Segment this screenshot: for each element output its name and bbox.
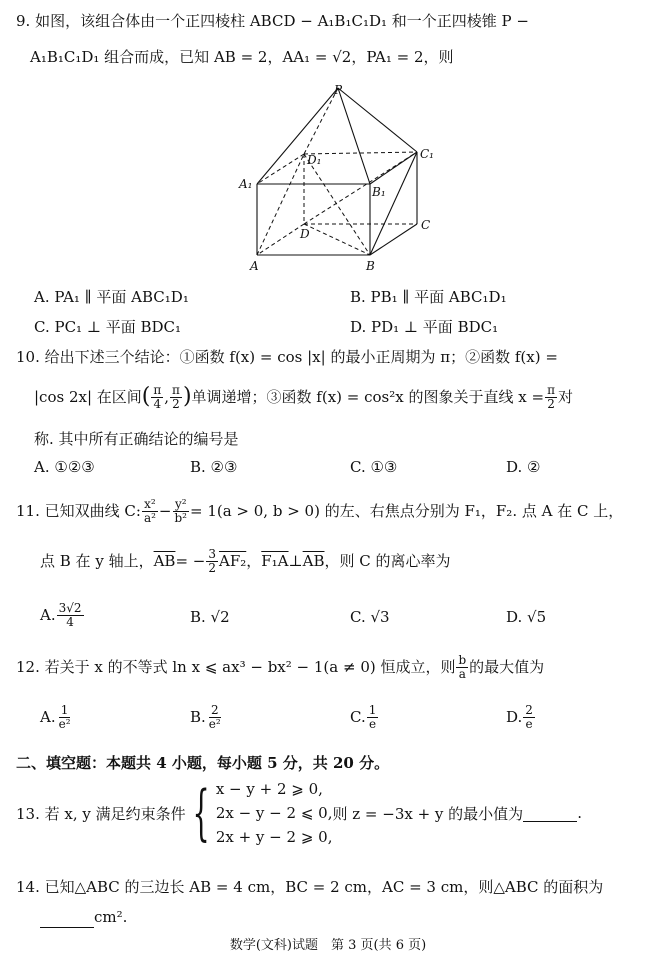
q10-option-c[interactable]: C. ①③ (350, 458, 398, 476)
q13-end: . (577, 804, 582, 822)
q10-line2 (34, 384, 573, 410)
q10-line2-a: |cos 2x| 在区间 (34, 388, 142, 407)
label-A1: A₁ (239, 177, 253, 191)
q13-brace: { (192, 778, 210, 848)
q9-option-d[interactable]: D. PD₁ ⊥ 平面 BDC₁ (350, 318, 499, 336)
q11-option-d[interactable]: D. √5 (506, 608, 547, 626)
q12-option-c[interactable] (350, 704, 379, 730)
q12-line1-a: 12. 若关于 x 的不等式 ln x ⩽ ax³ − bx² − 1(a ≠ 0) 恒成立，则 (16, 658, 456, 677)
q9-figure (230, 82, 450, 274)
edge-PC1 (338, 88, 417, 152)
q11-option-a[interactable] (40, 602, 85, 628)
q11-line1-b: = 1(a > 0, b > 0) 的左、右焦点分别为 F₁，F₂. 点 A 在 C 上， (189, 502, 624, 521)
label-B: B (366, 259, 375, 273)
q12-option-c-frac: $\frac{1}{e}$ (368, 703, 377, 731)
q11-minus: − (158, 502, 172, 521)
q9-option-a[interactable]: A. PA₁ ∥ 平面 ABC₁D₁ (34, 288, 189, 306)
q10-interval-open: ( (141, 384, 151, 410)
edge-PD1 (304, 88, 338, 154)
q12-option-a[interactable] (40, 704, 74, 730)
q9-line1: 9. 如图，该组合体由一个正四棱柱 ABCD − A₁B₁C₁D₁ 和一个正四棱锥 P − (16, 12, 529, 30)
q13-suffix: 则 z = −3x + y 的最小值为 (332, 804, 524, 823)
q10-option-d[interactable]: D. ② (506, 458, 541, 476)
q10-line2-b: 单调递增；③函数 f(x) = cos²x 的图象关于直线 x = (191, 388, 545, 407)
q11-frac-3-2: $\frac{3}{2}$ (208, 547, 216, 575)
q11-line2-c: ， (246, 552, 262, 571)
q9-option-b[interactable]: B. PB₁ ∥ 平面 ABC₁D₁ (350, 288, 507, 306)
q11-perp: ⊥ (288, 552, 303, 571)
q12-option-b-prefix: B. (190, 708, 206, 727)
edge-DB (304, 224, 370, 255)
q11-option-b[interactable]: B. √2 (190, 608, 230, 626)
q11-option-a-prefix: A. (40, 606, 56, 625)
label-D: D (300, 227, 310, 241)
q10-interval-close: ) (182, 384, 192, 410)
q12-option-d-frac: $\frac{2}{e}$ (525, 703, 533, 731)
q12-option-b-frac: $\frac{2}{\text{e²}}$ (208, 703, 221, 731)
q13-prefix: 13. 若 x, y 满足约束条件 (16, 804, 186, 823)
q12-frac-b-a: $\frac{b}{a}$ (458, 653, 467, 681)
q11-vec-ab-2: $\overline{AB}$ (302, 552, 325, 571)
q10-option-a[interactable]: A. ①②③ (34, 458, 95, 476)
q11-option-a-frac: $\frac{3√2}{4}$ (58, 601, 82, 629)
q12-option-d[interactable] (506, 704, 536, 730)
label-C1: C₁ (420, 147, 434, 161)
q14-line1: 14. 已知△ABC 的三边长 AB = 4 cm，BC = 2 cm，AC = 3 cm，则△ABC 的面积为 (16, 878, 604, 896)
q13-line (16, 780, 582, 846)
q10-line3: 称. 其中所有正确结论的编号是 (34, 430, 239, 448)
label-D1: D₁ (307, 153, 322, 167)
q12-option-b[interactable] (190, 704, 224, 730)
q9-option-c[interactable]: C. PC₁ ⊥ 平面 BDC₁ (34, 318, 182, 336)
q14-answer-blank[interactable] (40, 911, 94, 928)
q13-constraint-1: x − y + 2 ⩾ 0, (215, 780, 323, 798)
q11-frac-y2b2: $\frac{\text{y²}}{\text{b²}}$ (174, 497, 187, 525)
label-B1: B₁ (372, 185, 386, 199)
q11-vec-af2: AF₂ (218, 552, 247, 571)
q13-constraint-2: 2x − y − 2 ⩽ 0, (215, 804, 333, 822)
q9-line2: A₁B₁C₁D₁ 组合而成，已知 AB = 2，AA₁ = √2，PA₁ = 2，则 (30, 48, 454, 66)
q12-line1 (16, 654, 544, 680)
q11-line2-b: = − (175, 552, 206, 571)
q12-option-d-prefix: D. (506, 708, 523, 727)
page-footer: 数学(文科)试题 第 3 页(共 6 页) (229, 938, 427, 953)
q13-answer-blank[interactable] (523, 805, 577, 822)
section-fill-in-header: 二、填空题：本题共 4 小题，每小题 5 分，共 20 分。 (16, 754, 390, 772)
label-A: A (250, 259, 259, 273)
q10-frac-pi2-line: $\frac{\pi}{2}$ (547, 383, 555, 411)
q11-line2-a: 点 B 在 y 轴上， (40, 552, 154, 571)
q12-option-a-prefix: A. (40, 708, 56, 727)
q11-option-c[interactable]: C. √3 (350, 608, 390, 626)
q11-vec-f1a: F₁A (261, 552, 289, 571)
q11-frac-x2a2: $\frac{\text{x²}}{\text{a²}}$ (143, 497, 156, 525)
q11-line2-e: ，则 C 的离心率为 (324, 552, 451, 571)
edge-PA1 (257, 88, 338, 184)
q11-line1 (16, 498, 623, 524)
q13-constraint-system (186, 780, 333, 846)
q10-interval-comma: , (164, 388, 170, 407)
q10-line2-c: 对 (557, 388, 573, 407)
q14-unit: cm². (94, 908, 128, 926)
q11-line2 (40, 548, 451, 574)
q10-option-b[interactable]: B. ②③ (190, 458, 238, 476)
label-P: P (334, 83, 343, 97)
q10-line1: 10. 给出下述三个结论：①函数 f(x) = cos |x| 的最小正周期为 π；②函数 f(x) = (16, 348, 558, 366)
q11-vec-ab: $\overline{AB}$ (153, 552, 176, 571)
q10-frac-pi4: $\frac{\pi}{4}$ (153, 383, 162, 411)
q14-line2 (40, 906, 127, 928)
q12-option-c-prefix: C. (350, 708, 366, 727)
edge-PB1 (338, 88, 370, 184)
q11-line1-a: 11. 已知双曲线 C: (16, 502, 141, 521)
q12-line1-b: 的最大值为 (469, 658, 545, 677)
q12-option-a-frac: $\frac{1}{\text{e²}}$ (58, 703, 71, 731)
label-C: C (421, 218, 431, 232)
q13-constraint-3: 2x + y − 2 ⩾ 0, (215, 828, 333, 846)
q10-frac-pi2: $\frac{\pi}{2}$ (172, 383, 180, 411)
